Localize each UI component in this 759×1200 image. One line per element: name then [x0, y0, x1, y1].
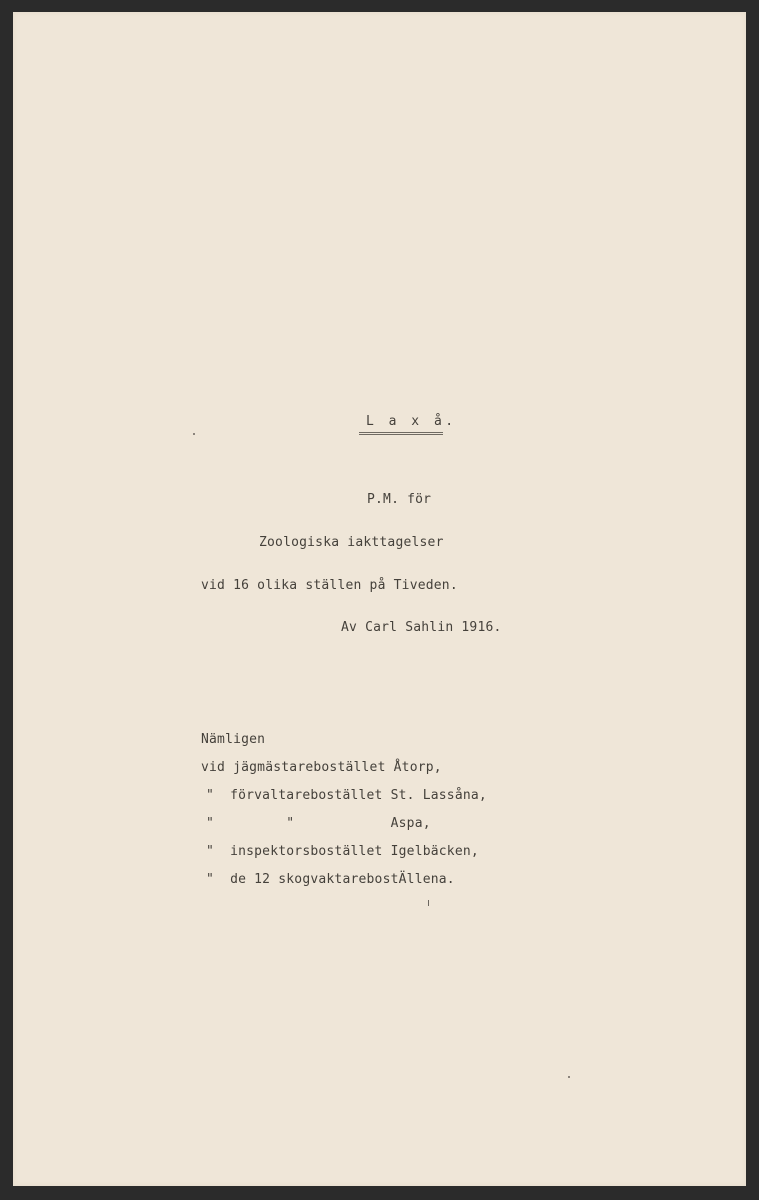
title-underline: [359, 432, 443, 435]
location-line: vid 16 olika ställen på Tiveden.: [201, 578, 458, 593]
paper-speck: [568, 1076, 570, 1078]
subject-line: Zoologiska iakttagelser: [259, 535, 444, 550]
list-item: vid jägmästarebostället Åtorp,: [201, 760, 442, 775]
list-item: " förvaltarebostället St. Lassåna,: [206, 788, 487, 803]
document-page: [13, 12, 746, 1186]
paper-speck: [193, 433, 195, 435]
author-line: Av Carl Sahlin 1916.: [341, 620, 502, 635]
document-title: L a x å.: [366, 414, 457, 429]
list-item: " inspektorsbostället Igelbäcken,: [206, 844, 479, 859]
list-intro: Nämligen: [201, 732, 266, 747]
paper-speck: [428, 900, 429, 906]
list-item: " " Aspa,: [206, 816, 431, 831]
memo-line: P.M. för: [367, 492, 432, 507]
list-item: " de 12 skogvaktarebostÄllena.: [206, 872, 455, 887]
